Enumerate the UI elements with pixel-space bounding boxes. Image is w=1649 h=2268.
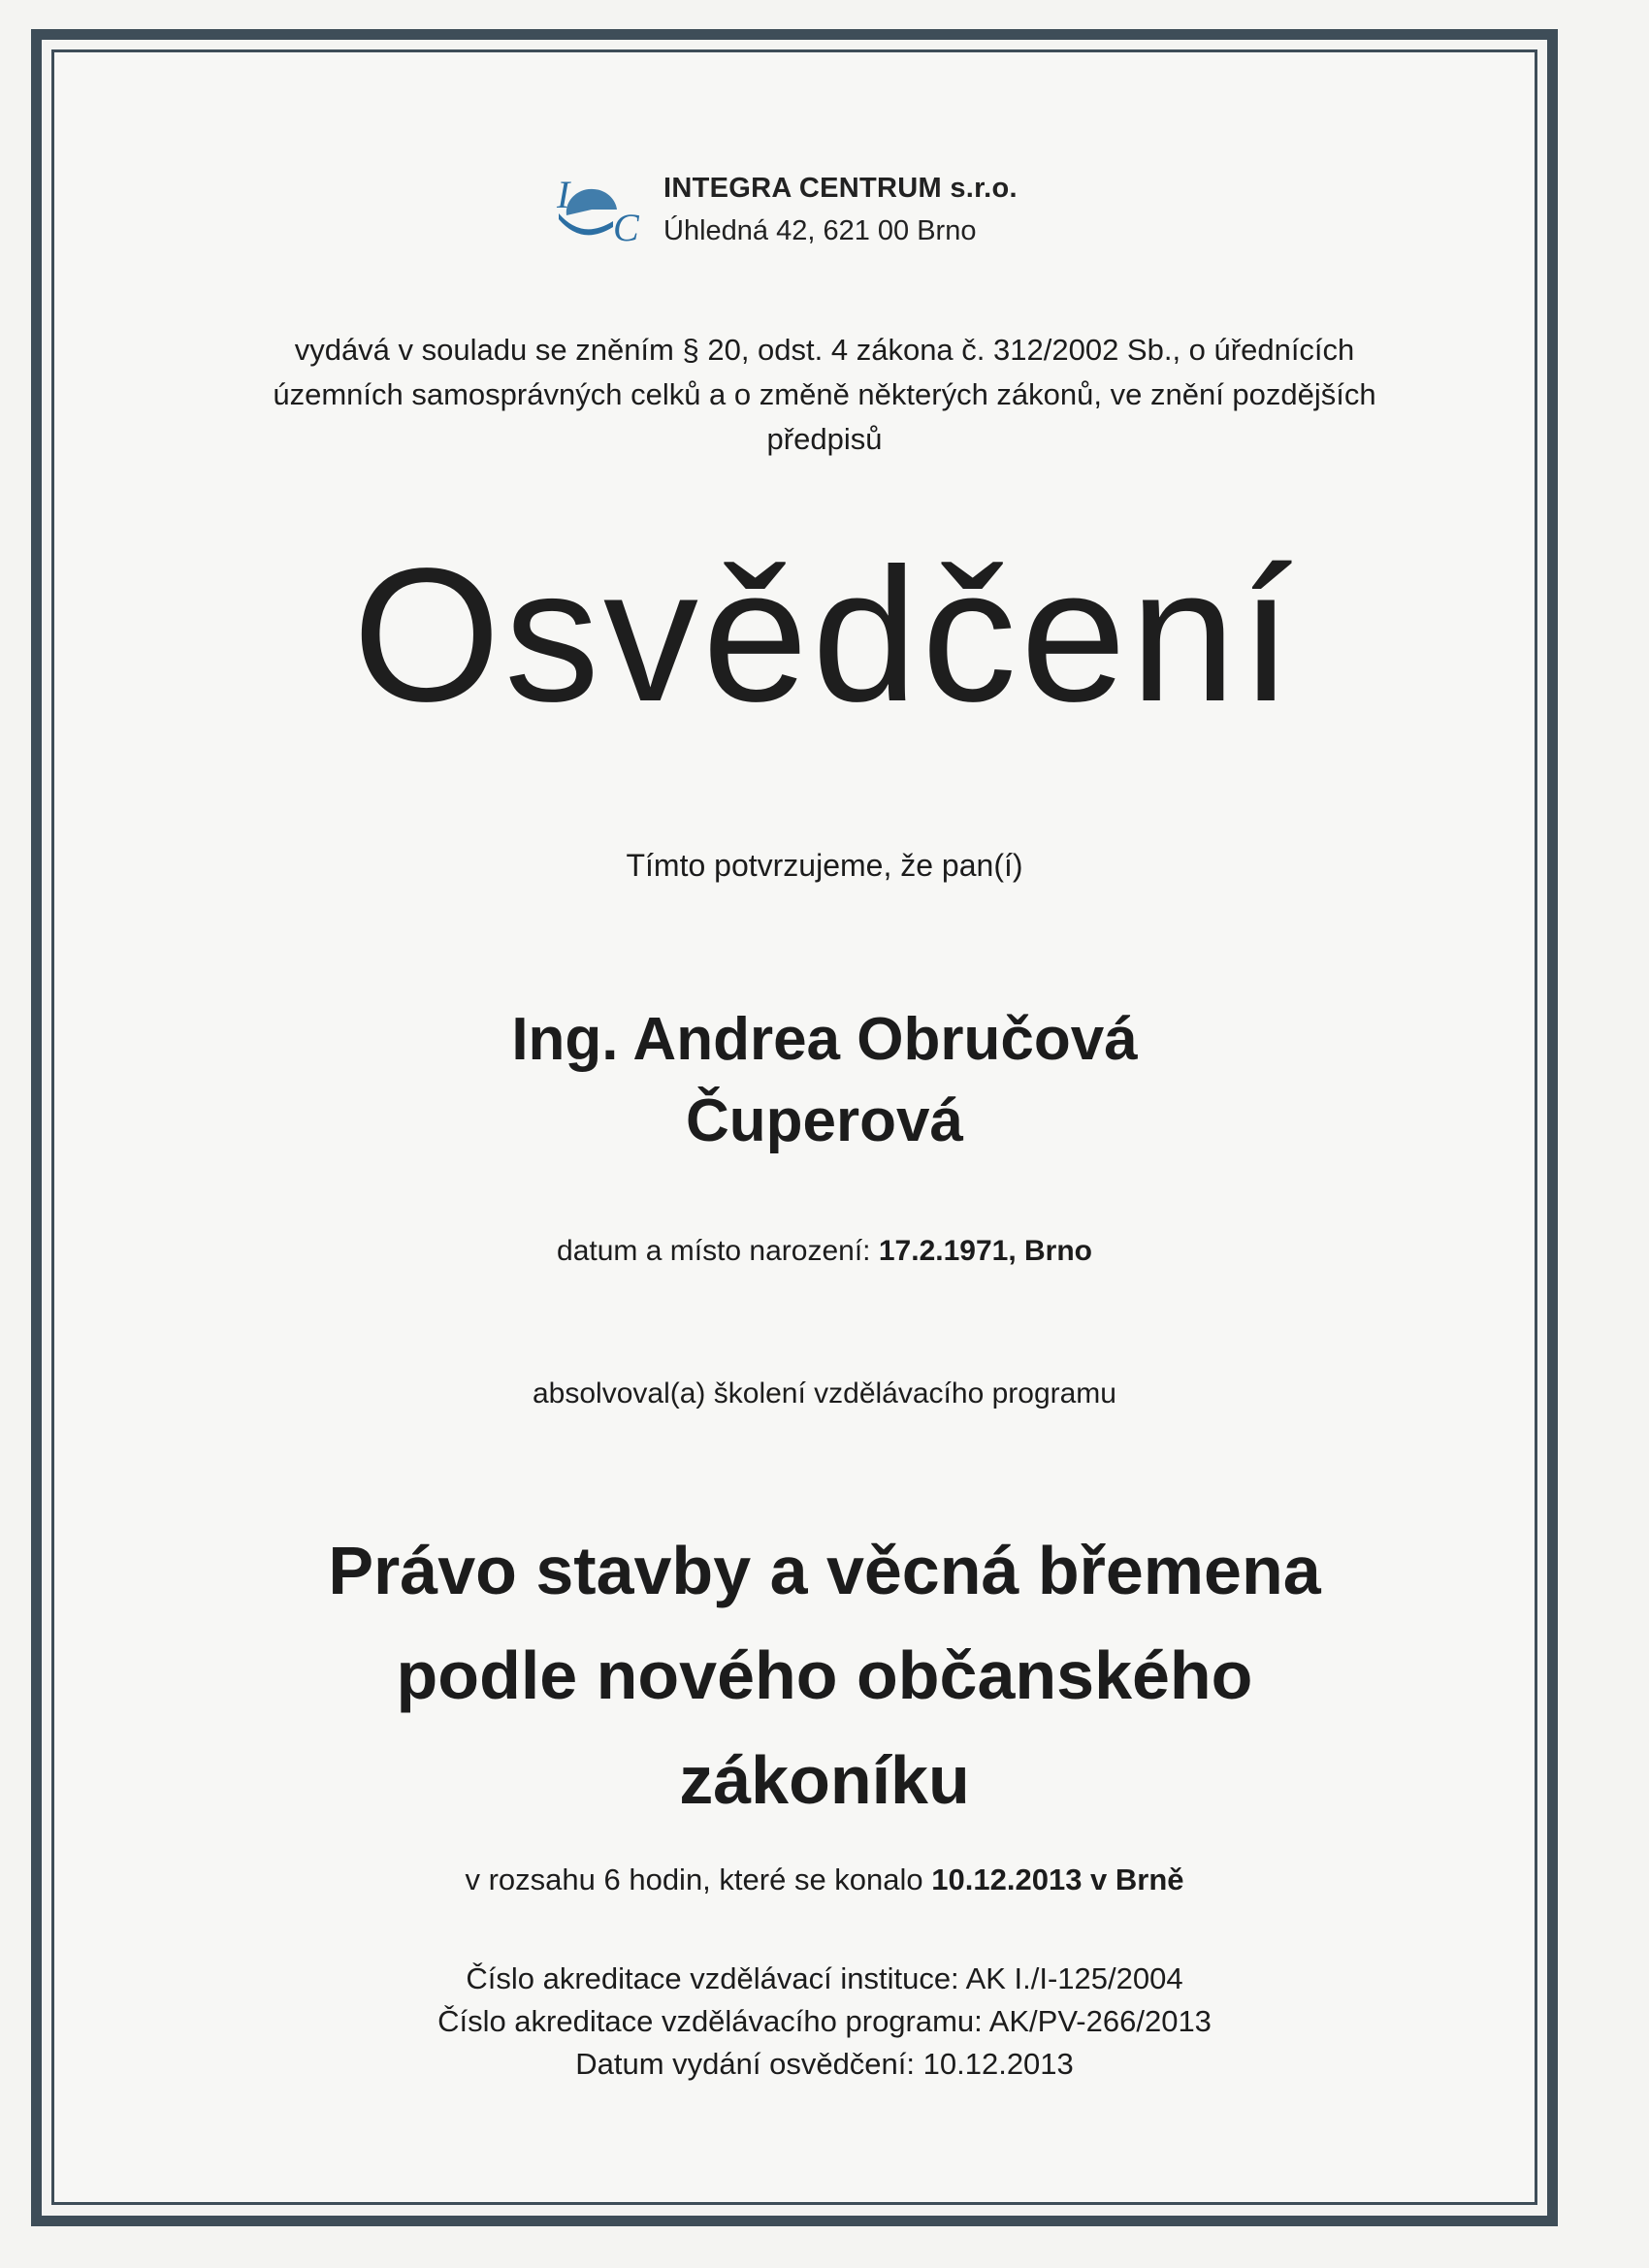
program-accreditation: Číslo akreditace vzdělávacího programu: AK/PV-266/2013 xyxy=(437,2004,1212,2038)
course-title xyxy=(0,1518,1649,1832)
company-name: INTEGRA CENTRUM s.r.o. xyxy=(663,173,1018,204)
intro-line-3: předpisů xyxy=(766,422,883,456)
course-scope xyxy=(0,1859,1649,1901)
intro-line-2: územních samosprávných celků a o změně některých zákonů, ve znění pozdějších xyxy=(273,377,1376,411)
recipient-name-line-2: Čuperová xyxy=(686,1087,963,1154)
accreditation-footer xyxy=(0,1958,1649,2086)
svg-text:C: C xyxy=(613,206,639,248)
course-title-line-3: zákoníku xyxy=(679,1742,970,1818)
company-info xyxy=(663,167,1018,252)
scope-text: v rozsahu 6 hodin, které se konalo xyxy=(465,1863,923,1896)
birth-value: 17.2.1971, Brno xyxy=(878,1235,1092,1267)
confirmation-text: Tímto potvrzujeme, že pan(í) xyxy=(626,848,1023,883)
company-address: Úhledná 42, 621 00 Brno xyxy=(663,215,977,246)
birth-label: datum a místo narození: xyxy=(557,1235,871,1267)
recipient-name xyxy=(0,999,1649,1162)
intro-line-1: vydává v souladu se zněním § 20, odst. 4 zákona č. 312/2002 Sb., o úřednících xyxy=(294,333,1355,367)
course-title-line-2: podle nového občanského xyxy=(396,1637,1253,1713)
svg-text:I: I xyxy=(557,173,570,216)
issue-date: Datum vydání osvědčení: 10.12.2013 xyxy=(575,2047,1074,2081)
absolved-text: absolvoval(a) školení vzdělávacího programu xyxy=(533,1377,1116,1409)
birth-info xyxy=(0,1230,1649,1273)
company-logo xyxy=(553,171,650,248)
legal-intro xyxy=(0,328,1649,462)
course-title-line-1: Právo stavby a věcná břemena xyxy=(328,1533,1321,1608)
institution-accreditation: Číslo akreditace vzdělávací instituce: AK I./I-125/2004 xyxy=(466,1961,1183,1995)
scope-date-place: 10.12.2013 v Brně xyxy=(931,1863,1184,1896)
certificate-title: Osvědčení xyxy=(352,529,1297,741)
recipient-name-line-1: Ing. Andrea Obručová xyxy=(511,1006,1138,1073)
